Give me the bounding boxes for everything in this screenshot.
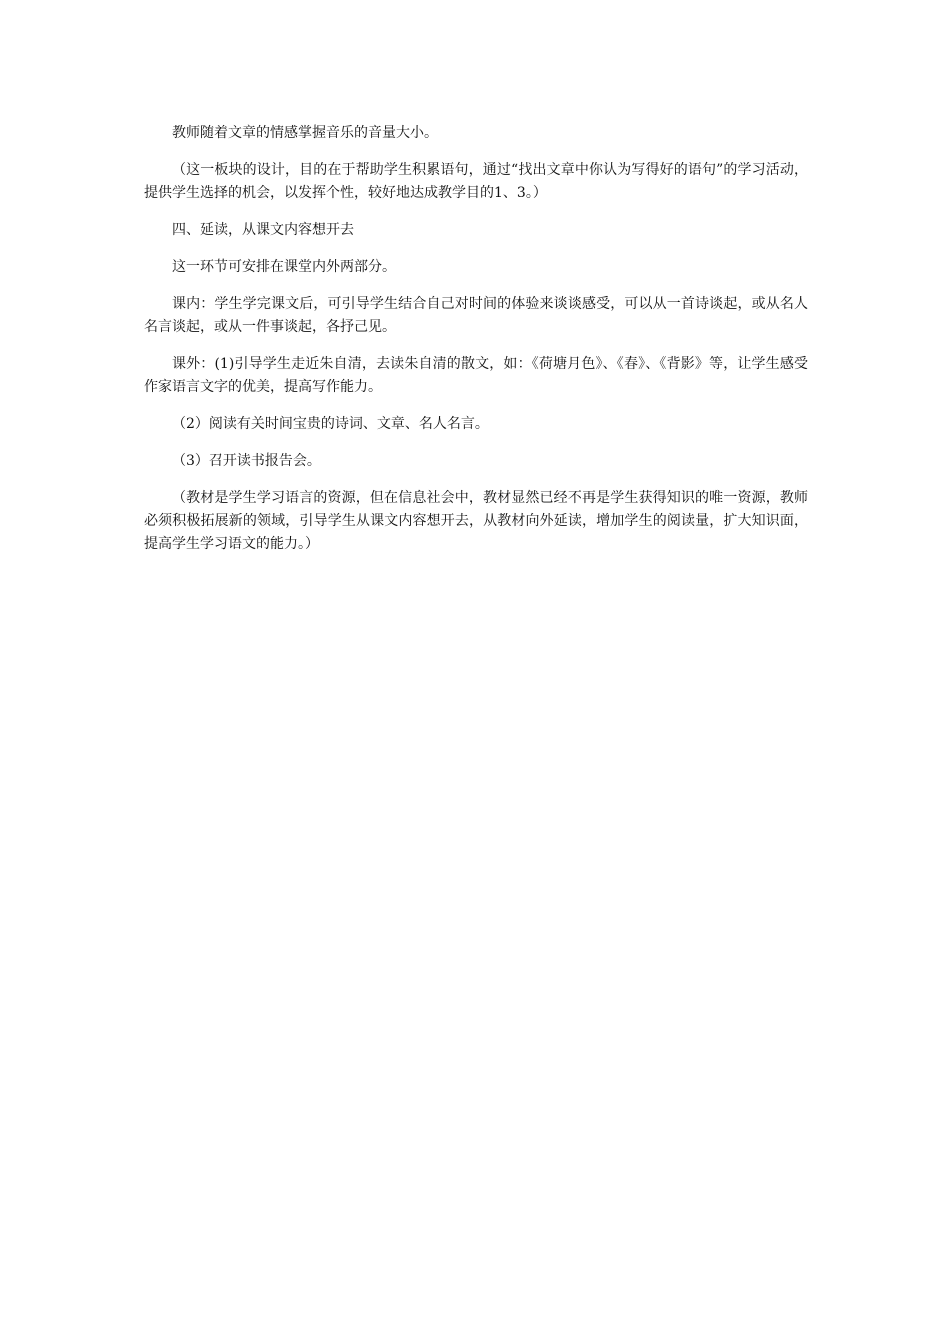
paragraph-two-parts: 这一环节可安排在课堂内外两部分。	[172, 259, 396, 275]
paragraph-design-note-1: （这一板块的设计，目的在于帮助学生积累语句，通过“找出文章中你认为写得好的语句”的学习活动，提供学生选择的机会，以发挥个性，较好地达成教学目的1、3。）	[144, 162, 808, 201]
paragraph-in-class: 课内：学生学完课文后，可引导学生结合自己对时间的体验来谈谈感受，可以从一首诗谈起，或从名人名言谈起，或从一件事谈起，各抒己见。	[144, 296, 808, 335]
paragraph-after-class-3: （3）召开读书报告会。	[172, 453, 321, 469]
paragraph-after-class-2: （2）阅读有关时间宝贵的诗词、文章、名人名言。	[172, 416, 489, 432]
document-body	[144, 122, 808, 570]
paragraph-after-class-1: 课外：(1)引导学生走近朱自清，去读朱自清的散文，如：《荷塘月色》、《春》、《背影》等，让学生感受作家语言文字的优美，提高写作能力。	[144, 356, 808, 395]
section-heading-extended-reading: 四、延读，从课文内容想开去	[172, 222, 354, 238]
paragraph-design-note-2: （教材是学生学习语言的资源，但在信息社会中，教材显然已经不再是学生获得知识的唯一资源，教师必须积极拓展新的领域，引导学生从课文内容想开去，从教材向外延读，增加学生的阅读量，扩大知识面，提高学生学习语文的能力。）	[144, 490, 808, 552]
paragraph-music-volume: 教师随着文章的情感掌握音乐的音量大小。	[172, 125, 438, 141]
